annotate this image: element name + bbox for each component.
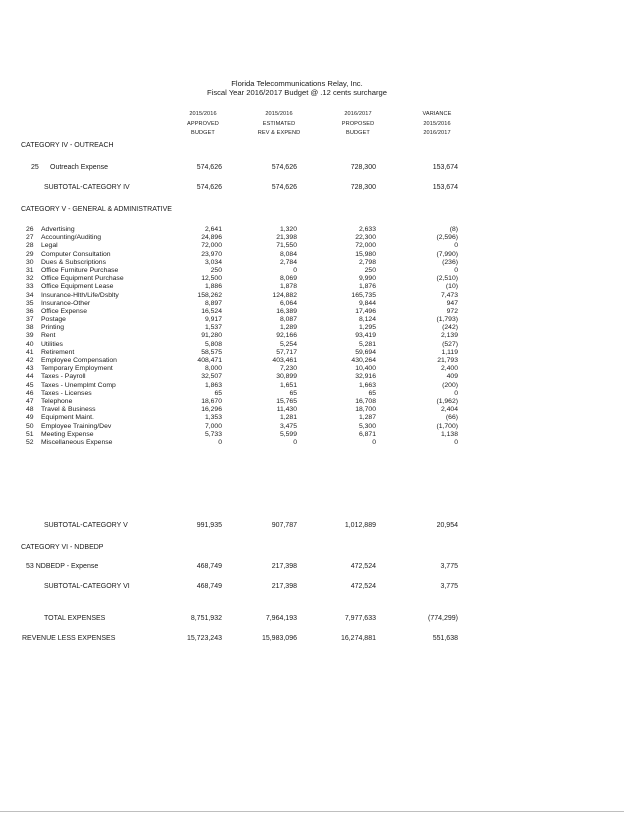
revenue-less-expenses-label: REVENUE LESS EXPENSES [22,635,116,642]
outreach-variance: 153,674 [432,164,458,171]
subtotal-vi-label: SUBTOTAL-CATEGORY VI [44,583,130,590]
revenue-proposed: 16,274,881 [340,635,376,642]
subtotal-iv-variance: 153,674 [432,184,458,191]
table-row: 42 Employee Compensation 408,471 403,461 430,264 21,793 [26,357,458,364]
category-v-table [0,226,624,447]
table-row: 35 Insurance-Other 8,897 6,064 9,844 947 [26,299,458,307]
table-row: 51 Meeting Expense 5,733 5,599 6,871 1,138 [26,430,458,438]
table-row: 50 Employee Training/Dev 7,000 3,475 5,300 (1,700) [26,422,458,430]
table-row: 41 Retirement 58,575 57,717 59,694 1,119 [26,348,458,356]
total-expenses-label: TOTAL EXPENSES [44,615,106,622]
table-row: 36 Office Expense 16,524 16,389 17,496 972 [26,307,458,315]
category-v-heading: CATEGORY V - GENERAL & ADMINISTRATIVE [21,206,172,213]
outreach-estimated: 574,626 [271,164,297,171]
subtotal-vi-variance: 3,775 [440,583,458,590]
revenue-variance: 551,638 [432,635,458,642]
column-header-estimated: 2015/2016 ESTIMATED REV & EXPEND [257,111,301,136]
outreach-proposed: 728,300 [350,164,376,171]
table-row: 32 Office Equipment Purchase 12,500 8,069 9,990 (2,510) [26,275,458,283]
revenue-estimated: 15,983,096 [261,635,297,642]
subtotal-v-label: SUBTOTAL-CATEGORY V [44,522,128,529]
table-row: 27 Accounting/Auditing 24,896 21,398 22,300 (2,596) [26,234,458,242]
table-row: 31 Office Furniture Purchase 250 0 250 0 [26,266,458,274]
table-row: 44 Taxes - Payroll 32,507 30,899 32,916 409 [26,373,458,381]
column-header-approved: 2015/2016 APPROVED BUDGET [187,111,219,136]
outreach-approved: 574,626 [196,164,222,171]
organization-title: Florida Telecommunications Relay, Inc. [231,79,363,88]
table-row: 40 Utilities 5,808 5,254 5,281 (527) [26,340,458,348]
subtotal-v-proposed: 1,012,889 [344,522,376,529]
table-row: 43 Temporary Employment 8,000 7,230 10,400 2,400 [26,365,458,373]
table-row: 52 Miscellaneous Expense 0 0 0 0 [26,438,458,446]
table-row: 33 Office Equipment Lease 1,886 1,878 1,876 (10) [26,283,458,291]
ndbedp-variance: 3,775 [440,563,458,570]
subtotal-v-variance: 20,954 [436,522,458,529]
subtotal-vi-approved: 468,749 [196,583,222,590]
total-estimated: 7,964,193 [265,615,297,622]
table-row: 28 Legal 72,000 71,550 72,000 0 [26,242,458,250]
total-variance: (774,299) [428,615,458,622]
table-row: 46 Taxes - Licenses 65 65 65 0 [26,389,458,397]
subtotal-vi-estimated: 217,398 [271,583,297,590]
table-row: 47 Telephone 18,670 15,765 16,708 (1,962) [26,397,458,405]
column-header-proposed: 2016/2017 PROPOSED BUDGET [341,111,375,136]
subtotal-v-estimated: 907,787 [271,522,297,529]
table-row: 34 Insurance-Hlth/Life/Dsblty 158,262 124,882 165,735 7,473 [26,291,458,299]
subtotal-v-approved: 991,935 [196,522,222,529]
subtotal-iv-estimated: 574,626 [271,184,297,191]
subtotal-iv-proposed: 728,300 [350,184,376,191]
category-iv-heading: CATEGORY IV - OUTREACH [21,142,114,149]
table-row: 49 Equipment Maint. 1,353 1,281 1,287 (66) [26,414,458,422]
table-row: 39 Rent 91,280 92,166 93,419 2,139 [26,332,458,340]
ndbedp-proposed: 472,524 [350,563,376,570]
table-row: 37 Postage 9,917 8,087 8,124 (1,793) [26,316,458,324]
page-bottom-divider [0,811,624,812]
revenue-approved: 15,723,243 [186,635,222,642]
ndbedp-approved: 468,749 [196,563,222,570]
table-row: 38 Printing 1,537 1,289 1,295 (242) [26,324,458,332]
column-header-variance: VARIANCE 2015/2016 2016/2017 [422,111,452,136]
subtotal-iv-approved: 574,626 [196,184,222,191]
total-proposed: 7,977,633 [344,615,376,622]
table-row: 30 Dues & Subscriptions 3,034 2,784 2,798 (236) [26,258,458,266]
table-row: 29 Computer Consultation 23,970 8,084 15,980 (7,990) [26,250,458,258]
outreach-item-label: Outreach Expense [50,164,108,171]
ndbedp-estimated: 217,398 [271,563,297,570]
category-vi-heading: CATEGORY VI - NDBEDP [21,544,104,551]
table-row: 48 Travel & Business 16,296 11,430 18,700 2,404 [26,406,458,414]
subtotal-iv-label: SUBTOTAL-CATEGORY IV [44,184,130,191]
table-row: 26 Advertising 2,641 1,320 2,633 (8) [26,226,458,233]
ndbedp-item-label: 53 NDBEDP - Expense [26,563,99,570]
subtotal-vi-proposed: 472,524 [350,583,376,590]
total-approved: 8,751,932 [190,615,222,622]
budget-title: Fiscal Year 2016/2017 Budget @ .12 cents surcharge [207,88,387,97]
outreach-item-number: 25 [31,164,39,171]
table-row: 45 Taxes - Unemplmt Comp 1,863 1,651 1,663 (200) [26,381,458,389]
